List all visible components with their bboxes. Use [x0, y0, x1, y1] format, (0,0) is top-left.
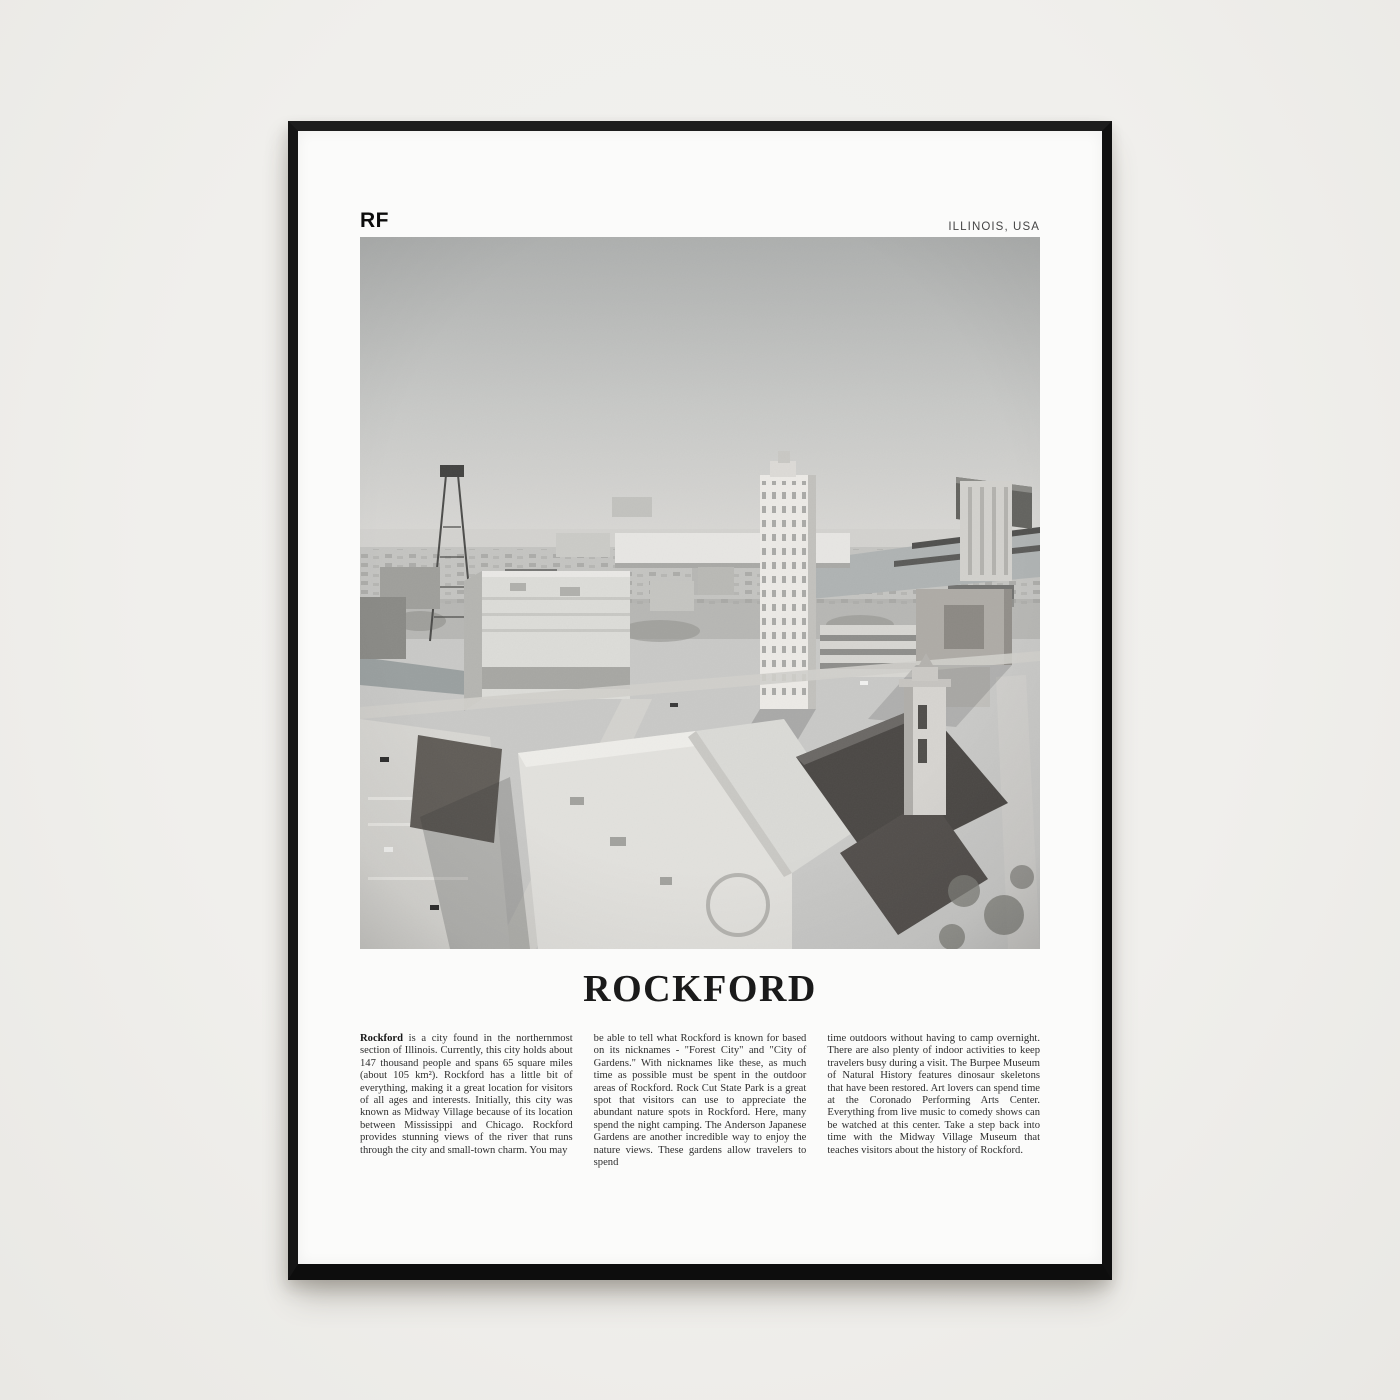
photo-grain — [360, 237, 1040, 949]
city-aerial-photo — [360, 237, 1040, 949]
body-text: is a city found in the northernmost section of Illinois. Currently, this city holds about 147 thousand people and spans 65 square miles (about 105 km²). Rockford has a little bit of everything, making it a great location for visitors of all ages and interests. Initially, this city was known as Midway Village because of its location between Mississippi and Chicago. Rockford provides stunning views of the river that runs through the city and small-town charm. You may — [360, 1033, 573, 1156]
poster-title: ROCKFORD — [583, 968, 817, 1010]
body-column — [827, 1033, 1040, 1169]
city-aerial-illustration — [360, 237, 1040, 949]
brand-monogram: RF — [360, 209, 389, 232]
travel-poster — [298, 131, 1102, 1264]
body-column — [360, 1033, 573, 1169]
location-label: ILLINOIS, USA — [948, 221, 1040, 233]
body-text: be able to tell what Rockford is known for based on its nicknames - "Forest City" and "City of Gardens." With nicknames like these, as much time as possible must be spent in the outdoor areas of Rockford. Rock Cut State Park is a great spot that visitors can use to appreciate the abundant nature spots in Rockford. Here, many spend the night camping. The Anderson Japanese Gardens are another incredible way to enjoy the nature views. These gardens allow travelers to spend — [593, 1033, 807, 1169]
poster-header — [360, 209, 1040, 233]
body-column — [594, 1033, 807, 1169]
picture-frame — [288, 121, 1112, 1280]
lead-word: Rockford — [360, 1033, 403, 1044]
body-text-columns — [360, 1033, 1040, 1169]
body-text: time outdoors without having to camp overnight. There are also plenty of indoor activities to keep travelers busy during a visit. The Burpee Museum of Natural History features dinosaur skeletons that have been restored. Art lovers can spend time at the Coronado Performing Arts Center. Everything from live music to comedy shows can be watched at this center. Take a step back into time with the Midway Village Museum that teaches visitors about the history of Rockford. — [827, 1033, 1041, 1156]
